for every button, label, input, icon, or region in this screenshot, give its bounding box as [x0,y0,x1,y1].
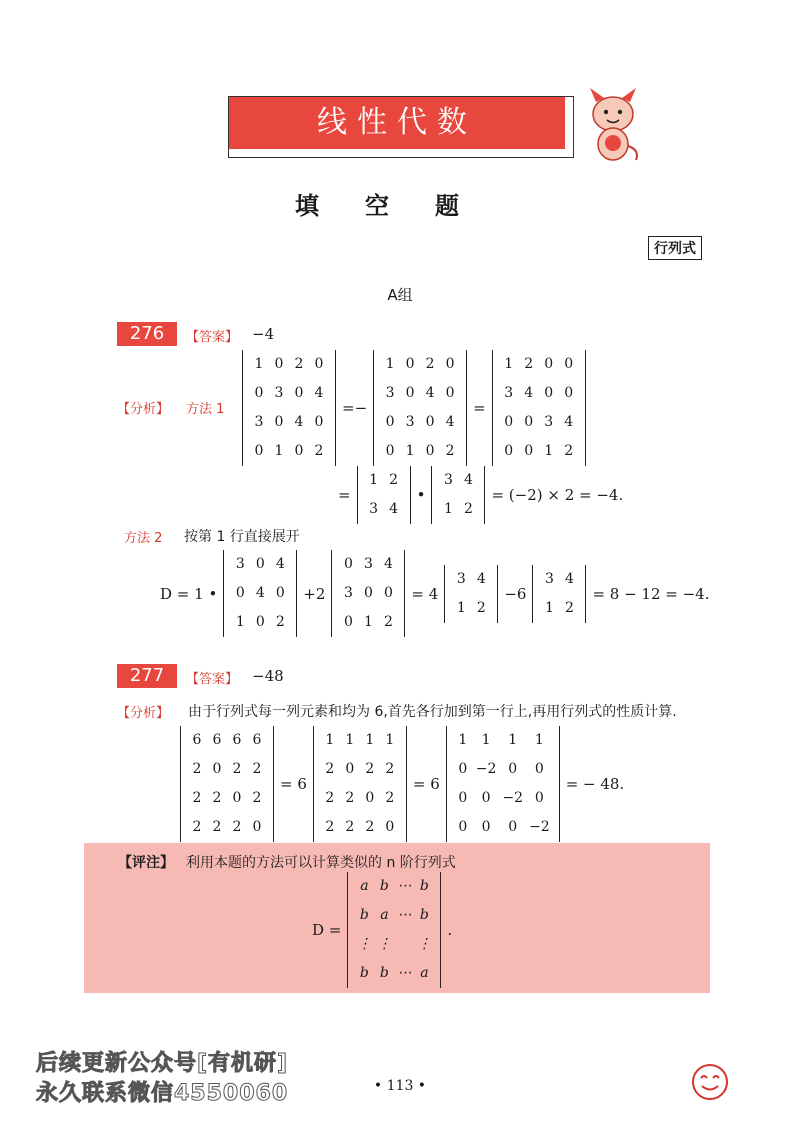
operator: = 4 [411,584,439,603]
det-cell: 2 [345,819,355,835]
operator: • [416,486,426,504]
det-cell: 3 [235,556,245,572]
det-cell: 2 [345,790,355,806]
det-cell: ⋯ [397,965,412,981]
det-cell: 3 [504,385,514,401]
det-cell: 3 [254,414,264,430]
det-cell: 0 [212,761,222,777]
group-label: A组 [387,286,413,304]
determinant [444,565,498,623]
answer-value: −48 [252,667,284,685]
det-cell: ⋮ [417,936,432,952]
det-cell: 2 [314,443,324,459]
det-cell: 1 [458,732,468,748]
det-cell: 3 [274,385,284,401]
det-cell: 2 [476,599,486,616]
det-cell: 4 [255,585,265,601]
det-cell: b [359,965,369,981]
chapter-title: 线性代数 [317,105,477,140]
prefix: D = 1 • [160,584,218,603]
det-cell: 0 [343,614,353,630]
det-cell: 4 [383,556,393,572]
det-cell: 4 [294,414,304,430]
det-cell: 1 [385,732,395,748]
det-cell: 4 [314,385,324,401]
cartoon-face-icon [690,1062,730,1102]
det-cell: 0 [425,414,435,430]
det-cell: 0 [425,443,435,459]
comment-text: 利用本题的方法可以计算类似的 n 阶行列式 [186,855,456,871]
det-cell: 2 [564,443,574,459]
det-cell: 1 [544,599,554,616]
det-cell: 3 [369,501,379,517]
suffix: . [447,921,453,939]
det-cell: 0 [365,790,375,806]
det-cell: 0 [458,790,468,806]
determinant [532,565,586,623]
det-cell: 0 [458,761,468,777]
det-cell: 1 [274,443,284,459]
det-cell: 0 [508,819,518,835]
det-cell: 0 [255,614,265,630]
analysis-label: 【分析】 [117,706,170,721]
det-cell: 0 [534,790,544,806]
devil-mascot-icon [582,86,644,166]
det-cell: 0 [524,414,534,430]
det-cell: 1 [254,356,264,372]
method2-equation [160,550,710,637]
comment-equation [312,872,452,988]
det-cell: 0 [405,356,415,372]
det-cell: b [379,965,389,981]
det-cell: 1 [369,472,379,488]
analysis-text: 由于行列式每一列元素和均为 6,首先各行加到第一行上,再用行列式的性质计算. [188,704,677,720]
det-cell: 1 [544,443,554,459]
det-cell: 6 [212,732,222,748]
watermark-line2: 永久联系微信4550060 [36,1081,289,1106]
det-cell: 1 [443,501,453,517]
operator: = [338,486,351,504]
det-cell: 0 [294,443,304,459]
det-cell: 4 [389,501,399,517]
det-cell: 0 [481,819,491,835]
det-cell: 6 [252,732,262,748]
det-cell: 6 [232,732,242,748]
det-cell: 1 [456,599,466,616]
det-cell: 2 [425,356,435,372]
det-cell: 3 [363,556,373,572]
det-cell: 3 [456,570,466,587]
det-cell: 1 [385,356,395,372]
det-cell: 1 [405,443,415,459]
det-cell: 2 [365,819,375,835]
method2-label: 方法 2 [124,531,163,546]
det-cell: 0 [252,819,262,835]
det-cell: 2 [445,443,455,459]
det-cell: 1 [481,732,491,748]
det-cell: 3 [343,585,353,601]
det-cell: 2 [192,790,202,806]
operator: −6 [504,584,527,603]
det-cell: 1 [508,732,518,748]
det-cell: 0 [385,443,395,459]
det-cell: b [359,907,369,923]
det-cell: 2 [325,819,335,835]
operator: = 6 [412,775,440,793]
det-cell: 2 [212,790,222,806]
det-cell: b [419,878,429,894]
det-cell: −2 [502,790,524,806]
determinant [446,726,560,842]
det-cell: 4 [476,570,486,587]
det-cell: 0 [481,790,491,806]
topic-tag: 行列式 [648,236,702,260]
det-cell: 4 [564,570,574,587]
result: = 8 − 12 = −4. [592,584,710,603]
det-cell: 0 [504,414,514,430]
determinant [357,466,411,524]
det-cell: a [380,907,389,923]
det-cell: 0 [524,443,534,459]
det-cell: 2 [463,501,473,517]
determinant [180,726,274,842]
det-cell: 0 [235,585,245,601]
det-cell: 0 [504,443,514,459]
det-cell: 3 [405,414,415,430]
det-cell: 2 [385,790,395,806]
det-cell: 0 [564,385,574,401]
det-cell: 0 [314,414,324,430]
determinant [347,872,441,988]
det-cell: 4 [564,414,574,430]
det-cell: ⋮ [377,936,392,952]
det-cell: 1 [363,614,373,630]
det-cell: 0 [232,790,242,806]
det-cell: ⋮ [357,936,372,952]
method1-line2 [338,466,623,524]
det-cell: a [420,965,429,981]
det-cell: 0 [508,761,518,777]
problem-number: 277 [117,664,177,688]
determinant [313,726,407,842]
det-cell: 0 [385,414,395,430]
det-cell: 1 [534,732,544,748]
section-title: 填空题 [295,191,505,220]
det-cell: 0 [363,585,373,601]
det-cell: 0 [385,819,395,835]
det-cell: 2 [192,761,202,777]
det-cell: 6 [192,732,202,748]
chapter-banner [228,96,574,158]
det-cell: 2 [564,599,574,616]
det-cell: 0 [383,585,393,601]
answer-value: −4 [252,325,275,343]
det-cell: ⋯ [397,907,412,923]
prefix: D = [312,921,342,939]
det-cell: 0 [274,414,284,430]
answer-label: 【答案】 [186,330,239,345]
det-cell: 4 [524,385,534,401]
det-cell: 1 [325,732,335,748]
answer-label: 【答案】 [186,672,239,687]
det-cell: 2 [294,356,304,372]
determinant [223,550,297,637]
det-cell: 1 [235,614,245,630]
det-cell: 0 [314,356,324,372]
det-cell: −2 [529,819,550,835]
det-cell: 0 [274,356,284,372]
det-cell: 0 [534,761,544,777]
det-cell: 2 [325,790,335,806]
det-cell: 2 [325,761,335,777]
operator: +2 [303,584,326,603]
operator: = 6 [280,775,307,793]
determinant [431,466,485,524]
det-cell: 2 [275,614,285,630]
det-cell: 4 [463,472,473,488]
method1-label: 方法 1 [186,402,225,417]
determinant [331,550,405,637]
det-cell: 0 [275,585,285,601]
det-cell: 4 [275,556,285,572]
det-cell: 4 [445,414,455,430]
det-cell: 0 [405,385,415,401]
det-cell: 3 [544,414,554,430]
result: = − 48. [565,775,625,793]
det-cell: 2 [232,819,242,835]
det-cell: 0 [343,556,353,572]
method2-text: 按第 1 行直接展开 [184,529,300,545]
det-cell: 1 [345,732,355,748]
det-cell: 0 [255,556,265,572]
det-cell: a [360,878,369,894]
p277-equation [180,726,624,842]
method1-equation [242,350,586,466]
det-cell: −2 [475,761,497,777]
det-cell: 0 [544,356,554,372]
det-cell: 0 [254,385,264,401]
det-cell: ⋯ [397,878,412,894]
det-cell: 2 [212,819,222,835]
det-cell: 2 [524,356,534,372]
analysis-label: 【分析】 [117,402,170,417]
det-cell: 1 [504,356,514,372]
det-cell: 2 [252,761,262,777]
det-cell: 3 [443,472,453,488]
det-cell: 2 [192,819,202,835]
det-cell: 2 [365,761,375,777]
determinant [242,350,336,466]
det-cell: 0 [445,356,455,372]
det-cell: 2 [389,472,399,488]
page-number: • 113 • [373,1078,427,1094]
det-cell [394,930,414,959]
operator: =− [342,399,368,417]
det-cell: 0 [345,761,355,777]
det-cell: 2 [252,790,262,806]
det-cell: 1 [365,732,375,748]
comment-label: 【评注】 [118,855,174,871]
det-cell: 3 [544,570,554,587]
det-cell: b [379,878,389,894]
operator: = [473,399,486,417]
det-cell: 0 [544,385,554,401]
det-cell: 0 [458,819,468,835]
det-cell: b [419,907,429,923]
det-cell: 3 [385,385,395,401]
det-cell: 4 [425,385,435,401]
det-cell: 2 [385,761,395,777]
det-cell: 2 [232,761,242,777]
det-cell: 0 [445,385,455,401]
det-cell: 2 [383,614,393,630]
det-cell: 0 [294,385,304,401]
det-cell: 0 [254,443,264,459]
problem-number: 276 [117,322,177,346]
result: = (−2) × 2 = −4. [491,486,624,504]
det-cell: 0 [564,356,574,372]
determinant [492,350,586,466]
determinant [373,350,467,466]
watermark-line1: 后续更新公众号[有机研] [36,1051,289,1076]
